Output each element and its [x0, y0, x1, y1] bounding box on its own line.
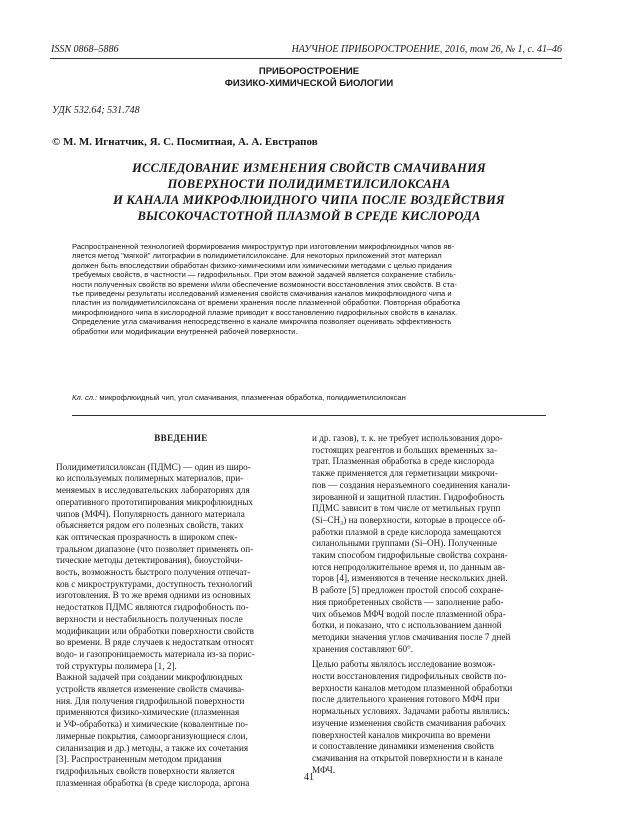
text-line: оперативного прототипирования микрофлюидных — [56, 496, 254, 507]
text-line: и сопоставление динамики изменения свойств — [312, 741, 494, 752]
text-line: ботки, и показано, что с использованием данной — [312, 620, 502, 631]
right-column-paragraph — [312, 433, 562, 655]
text-line: плазменная обработка (в среде кислорода, аргона — [56, 777, 250, 788]
text-line: ности восстановления гидрофильных свойств по- — [312, 671, 507, 682]
text-line: (Si–CH₃) на поверхности, которые в процессе об- — [312, 514, 506, 525]
text-line: тральном диапазоне (что позволяет применять оп- — [56, 543, 254, 554]
text-line: объясняется рядом его полезных свойств, таких — [56, 520, 244, 531]
text-line: Целью работы являлось исследование возмож- — [312, 659, 496, 670]
text-line: во времени. В ряде случаев к недостаткам относят — [56, 637, 254, 648]
abstract-line: требуемых свойств, в частности — гидрофильных. При этом важной задачей является сохранение стабиль- — [72, 270, 456, 280]
abstract-line: Определение угла смачивания непосредственно в канале микрочипа позволяет оценивать эффективность — [72, 317, 452, 327]
text-line: таким способом гидрофильные свойства сохраня- — [312, 550, 508, 561]
text-line: работки плазмой в среде кислорода замещаются — [312, 526, 502, 537]
left-column-text — [56, 462, 306, 790]
text-line: силанизация и др.) методы, а также их сочетания — [56, 742, 249, 753]
text-line: пов — создания неразъемного соединения канали- — [312, 479, 511, 490]
text-line: меняемых в исследовательских лабораториях для — [56, 485, 250, 496]
abstract-line: пластин из полидиметилсилоксана от времени хранения после плазменной обработки. Повторная обработка — [72, 298, 461, 308]
authors: © М. М. Игнатчик, Я. С. Посмитная, А. А. Евстрапов — [52, 136, 318, 148]
journal-header: НАУЧНОЕ ПРИБОРОСТРОЕНИЕ, 2016, том 26, № 1, c. 41–46 — [291, 44, 562, 55]
page-number: 41 — [304, 772, 314, 783]
text-line: гидрофильных свойств поверхности является — [56, 765, 235, 776]
text-line: Важной задачей при создании микрофлюидных — [56, 672, 243, 683]
section-line: ПРИБОРОСТРОЕНИЕ — [258, 66, 360, 77]
text-line: Полидиметилсилоксан (ПДМС) — один из широ- — [56, 461, 251, 472]
abstract-line: ности полученных свойств во времени и/или обеспечение возможности восстановления этих свойств. В ста- — [72, 279, 457, 289]
text-line: той структуры полимера [1, 2]. — [56, 660, 177, 671]
text-line: устройств является изменение свойств смачива- — [56, 684, 245, 695]
header-rule — [50, 58, 562, 59]
text-line: ются непродолжительное время и, по данным ав- — [312, 561, 506, 572]
abstract — [72, 242, 546, 336]
text-line: торов [4], изменяются в течение нескольких дней. — [312, 573, 508, 584]
text-line: также применяется для герметизации микрочи- — [312, 468, 498, 479]
text-line: недостатков ПДМС являются гидрофобность по- — [56, 602, 249, 613]
text-line: и УФ-обработка) и химические (ковалентные по- — [56, 719, 249, 730]
text-line: чих объемов МФЧ водой после плазменной обра- — [312, 608, 506, 619]
text-line: как оптическая прозрачность в широком спек- — [56, 531, 238, 542]
section-heading — [120, 66, 498, 90]
text-line: трат. Плазменная обработка в среде кислорода — [312, 456, 495, 467]
text-line: зированной и защитной пластин. Гидрофобность — [312, 491, 505, 502]
left-column — [56, 433, 306, 789]
text-line: смачивания на открытой поверхности и в канале — [312, 752, 503, 763]
text-line: ния приобретенных свойств — заполнение рабо- — [312, 596, 504, 607]
text-line: верхности каналов методом плазменной обработки — [312, 682, 513, 693]
keywords — [72, 393, 546, 403]
text-line: силанольными группами (Si–OH). Полученные — [312, 538, 498, 549]
text-line: водо- и газопроницаемость материала из-за порис- — [56, 648, 255, 659]
text-line: изучение изменения свойств смачивания рабочих — [312, 717, 506, 728]
title-line: ИССЛЕДОВАНИЕ ИЗМЕНЕНИЯ СВОЙСТВ СМАЧИВАНИЯ — [132, 161, 486, 175]
abstract-line: ляется метод "мягкой" литографии в полидиметилсилоксане. Для некоторых приложений этот материал — [72, 251, 442, 261]
abstract-line: должен быть впоследствии обработан физико-химическими или химическими методами с целью придания — [72, 260, 452, 270]
abstract-line: обработки или модификации внутренней рабочей поверхности. — [72, 326, 298, 336]
text-line: МФЧ. — [312, 764, 335, 775]
text-line: нормальных условиях. Задачами работы являлись: — [312, 706, 510, 717]
text-line: ния. Для получения гидрофильной поверхности — [56, 695, 245, 706]
text-line: верхности и нестабильность полученных после — [56, 613, 243, 624]
text-line: модификации или обработки поверхности свойств — [56, 625, 254, 636]
right-column-paragraph — [312, 659, 562, 776]
section-line: ФИЗИКО-ХИМИЧЕСКОЙ БИОЛОГИИ — [224, 78, 394, 89]
title-line: ПОВЕРХНОСТИ ПОЛИДИМЕТИЛСИЛОКСАНА — [167, 177, 451, 191]
text-line: методики значения углов смачивания после 7 дней — [312, 631, 511, 642]
text-line: В работе [5] предложен простой способ сохране- — [312, 585, 504, 596]
text-line: ков с микроструктурами, доступность технологий — [56, 578, 253, 589]
text-line: изготовления. В то же время одними из основных — [56, 590, 251, 601]
text-line: тические методы детектирования), биоустойчи- — [56, 555, 243, 566]
keywords-text: микрофлюидный чип, угол смачивания, плазменная обработка, полидиметилсилоксан — [97, 393, 406, 402]
title-line: И КАНАЛА МИКРОФЛЮИДНОГО ЧИПА ПОСЛЕ ВОЗДЕЙСТВИЯ — [113, 193, 505, 207]
issn-header: ISSN 0868–5886 — [51, 44, 119, 55]
keywords-label: Кл. сл.: — [72, 393, 98, 402]
text-line: ПДМС зависит в том числе от метильных групп — [312, 503, 501, 514]
title-line: ВЫСОКОЧАСТОТНОЙ ПЛАЗМОЙ В СРЕДЕ КИСЛОРОДА — [137, 209, 481, 223]
text-line: гостоящих реагентов и больших временны́х за- — [312, 444, 498, 455]
abstract-line: тье приведены результаты исследований изменения свойств смачивания каналов микрофлюидного чипа и — [72, 289, 452, 299]
text-line: после длительного хранения готового МФЧ при — [312, 694, 500, 705]
text-line: лимерные покрытия, самоорганизующиеся слои, — [56, 730, 248, 741]
abstract-line: Распространенной технологией формирования микроструктур при изготовлении микрофлюидных чипов яв- — [72, 242, 455, 251]
text-line: применяются физико-химические (плазменная — [56, 707, 240, 718]
text-line: поверхностей каналов микрочипа во времени — [312, 729, 491, 740]
keywords-rule — [72, 415, 546, 416]
text-line: [3]. Распространенным методом придания — [56, 754, 222, 765]
text-line: хранения составляют 60°. — [312, 643, 414, 654]
text-line: чипов (МФЧ). Популярность данного материала — [56, 508, 245, 519]
text-line: вость, возможность быстрого получения отпечат- — [56, 567, 251, 578]
text-line: и др. газов), т. к. не требует использования доро- — [312, 433, 503, 443]
abstract-line: микрофлюидного чипа в кислородной плазме приводит к восстановлению гидрофильных свойств в каналах. — [72, 307, 458, 317]
right-column — [312, 433, 562, 776]
text-line: ко используемых полимерных материалов, при- — [56, 473, 244, 484]
udc-code: УДК 532.64; 531.748 — [52, 105, 140, 116]
article-title — [58, 160, 560, 224]
intro-heading: ВВЕДЕНИЕ — [154, 433, 208, 443]
